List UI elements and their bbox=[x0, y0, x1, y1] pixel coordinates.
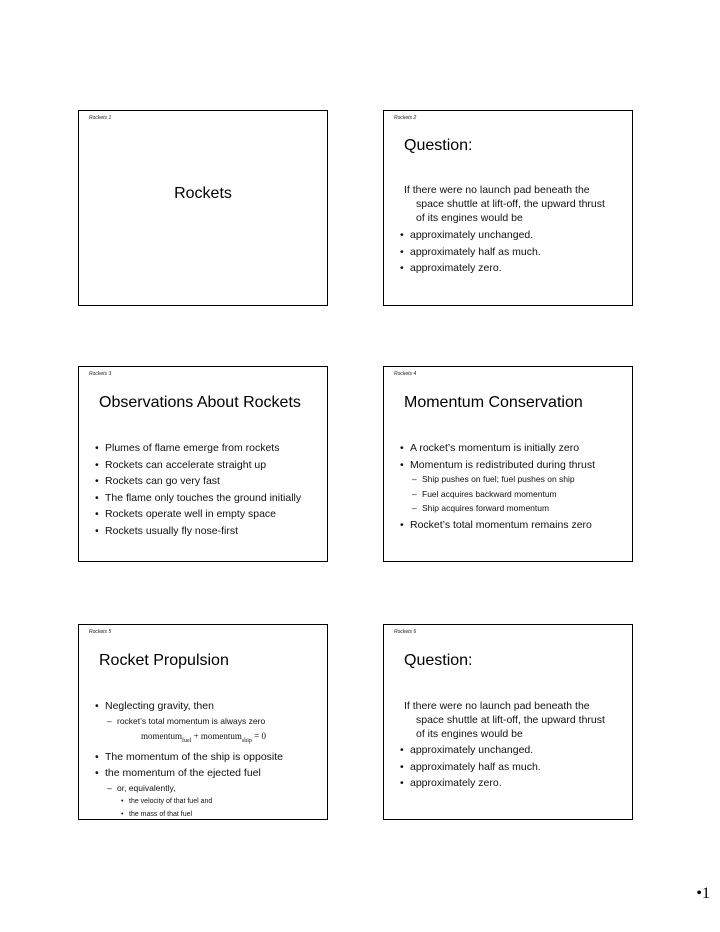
question-line: If there were no launch pad beneath the bbox=[404, 184, 590, 196]
equation-rhs: = 0 bbox=[251, 731, 266, 741]
equation-term: momentum bbox=[141, 731, 182, 741]
slide-header: Rockets 5 bbox=[89, 629, 112, 635]
slide-title: Question: bbox=[404, 652, 473, 669]
slide-1 bbox=[78, 110, 328, 306]
equation-term: momentum bbox=[200, 731, 242, 741]
sub-bullet-item: – or, equivalently, bbox=[95, 783, 323, 794]
page-number: •1 bbox=[696, 885, 710, 902]
momentum-equation bbox=[95, 730, 323, 747]
slide-title: Observations About Rockets bbox=[99, 394, 301, 411]
sub-sub-bullet-item: • the velocity of that fuel and bbox=[95, 797, 323, 806]
bullet-item: • Momentum is redistributed during thrust bbox=[400, 458, 628, 472]
equation-operator: + bbox=[191, 731, 201, 741]
sub-bullet-item: – rocket’s total momentum is always zero bbox=[95, 716, 323, 727]
slide-3 bbox=[78, 366, 328, 562]
bullet-item: • The flame only touches the ground initially bbox=[95, 491, 323, 505]
slide-title: Rockets bbox=[174, 185, 232, 202]
equation-subscript: ship bbox=[241, 737, 252, 744]
slide-6 bbox=[383, 624, 633, 820]
bullet-item: • Rockets usually fly nose-first bbox=[95, 524, 323, 538]
question-text bbox=[404, 183, 629, 225]
answer-options bbox=[400, 743, 628, 793]
answer-option: • approximately unchanged. bbox=[400, 228, 628, 242]
bullet-list bbox=[95, 699, 323, 823]
slide-4 bbox=[383, 366, 633, 562]
slide-header: Rockets 6 bbox=[394, 629, 417, 635]
slide-title: Momentum Conservation bbox=[404, 394, 583, 411]
bullet-item: • A rocket’s momentum is initially zero bbox=[400, 441, 628, 455]
slide-header: Rockets 3 bbox=[89, 371, 112, 377]
bullet-item: • the momentum of the ejected fuel bbox=[95, 766, 323, 780]
bullet-item: • Rockets can go very fast bbox=[95, 474, 323, 488]
question-line: of its engines would be bbox=[416, 212, 523, 224]
sub-bullet-item: – Ship acquires forward momentum bbox=[400, 503, 628, 514]
bullet-item: • The momentum of the ship is opposite bbox=[95, 750, 323, 764]
bullet-item: • Rocket’s total momentum remains zero bbox=[400, 518, 628, 532]
slide-5 bbox=[78, 624, 328, 820]
question-text bbox=[404, 699, 629, 741]
answer-option: • approximately zero. bbox=[400, 776, 628, 790]
slide-header: Rockets 1 bbox=[89, 115, 112, 121]
answer-option: • approximately zero. bbox=[400, 261, 628, 275]
slide-title: Rocket Propulsion bbox=[99, 652, 229, 669]
bullet-item: • Plumes of flame emerge from rockets bbox=[95, 441, 323, 455]
answer-option: • approximately half as much. bbox=[400, 245, 628, 259]
sub-bullet-item: – Fuel acquires backward momentum bbox=[400, 489, 628, 500]
equation-subscript: fuel bbox=[182, 737, 192, 744]
bullet-list bbox=[95, 441, 323, 540]
bullet-item: • Rockets operate well in empty space bbox=[95, 507, 323, 521]
answer-option: • approximately half as much. bbox=[400, 760, 628, 774]
bullet-list bbox=[400, 441, 628, 534]
question-line: space shuttle at lift-off, the upward thrust bbox=[416, 714, 605, 726]
sub-sub-bullet-item: • the mass of that fuel bbox=[95, 810, 323, 819]
question-line: space shuttle at lift-off, the upward thrust bbox=[416, 198, 605, 210]
question-line: If there were no launch pad beneath the bbox=[404, 700, 590, 712]
sub-bullet-item: – Ship pushes on fuel; fuel pushes on ship bbox=[400, 474, 628, 485]
bullet-item: • Neglecting gravity, then bbox=[95, 699, 323, 713]
answer-options bbox=[400, 228, 628, 278]
question-line: of its engines would be bbox=[416, 728, 523, 740]
slide-2 bbox=[383, 110, 633, 306]
bullet-item: • Rockets can accelerate straight up bbox=[95, 458, 323, 472]
answer-option: • approximately unchanged. bbox=[400, 743, 628, 757]
slide-header: Rockets 4 bbox=[394, 371, 417, 377]
slide-header: Rockets 2 bbox=[394, 115, 417, 121]
slide-title: Question: bbox=[404, 137, 473, 154]
